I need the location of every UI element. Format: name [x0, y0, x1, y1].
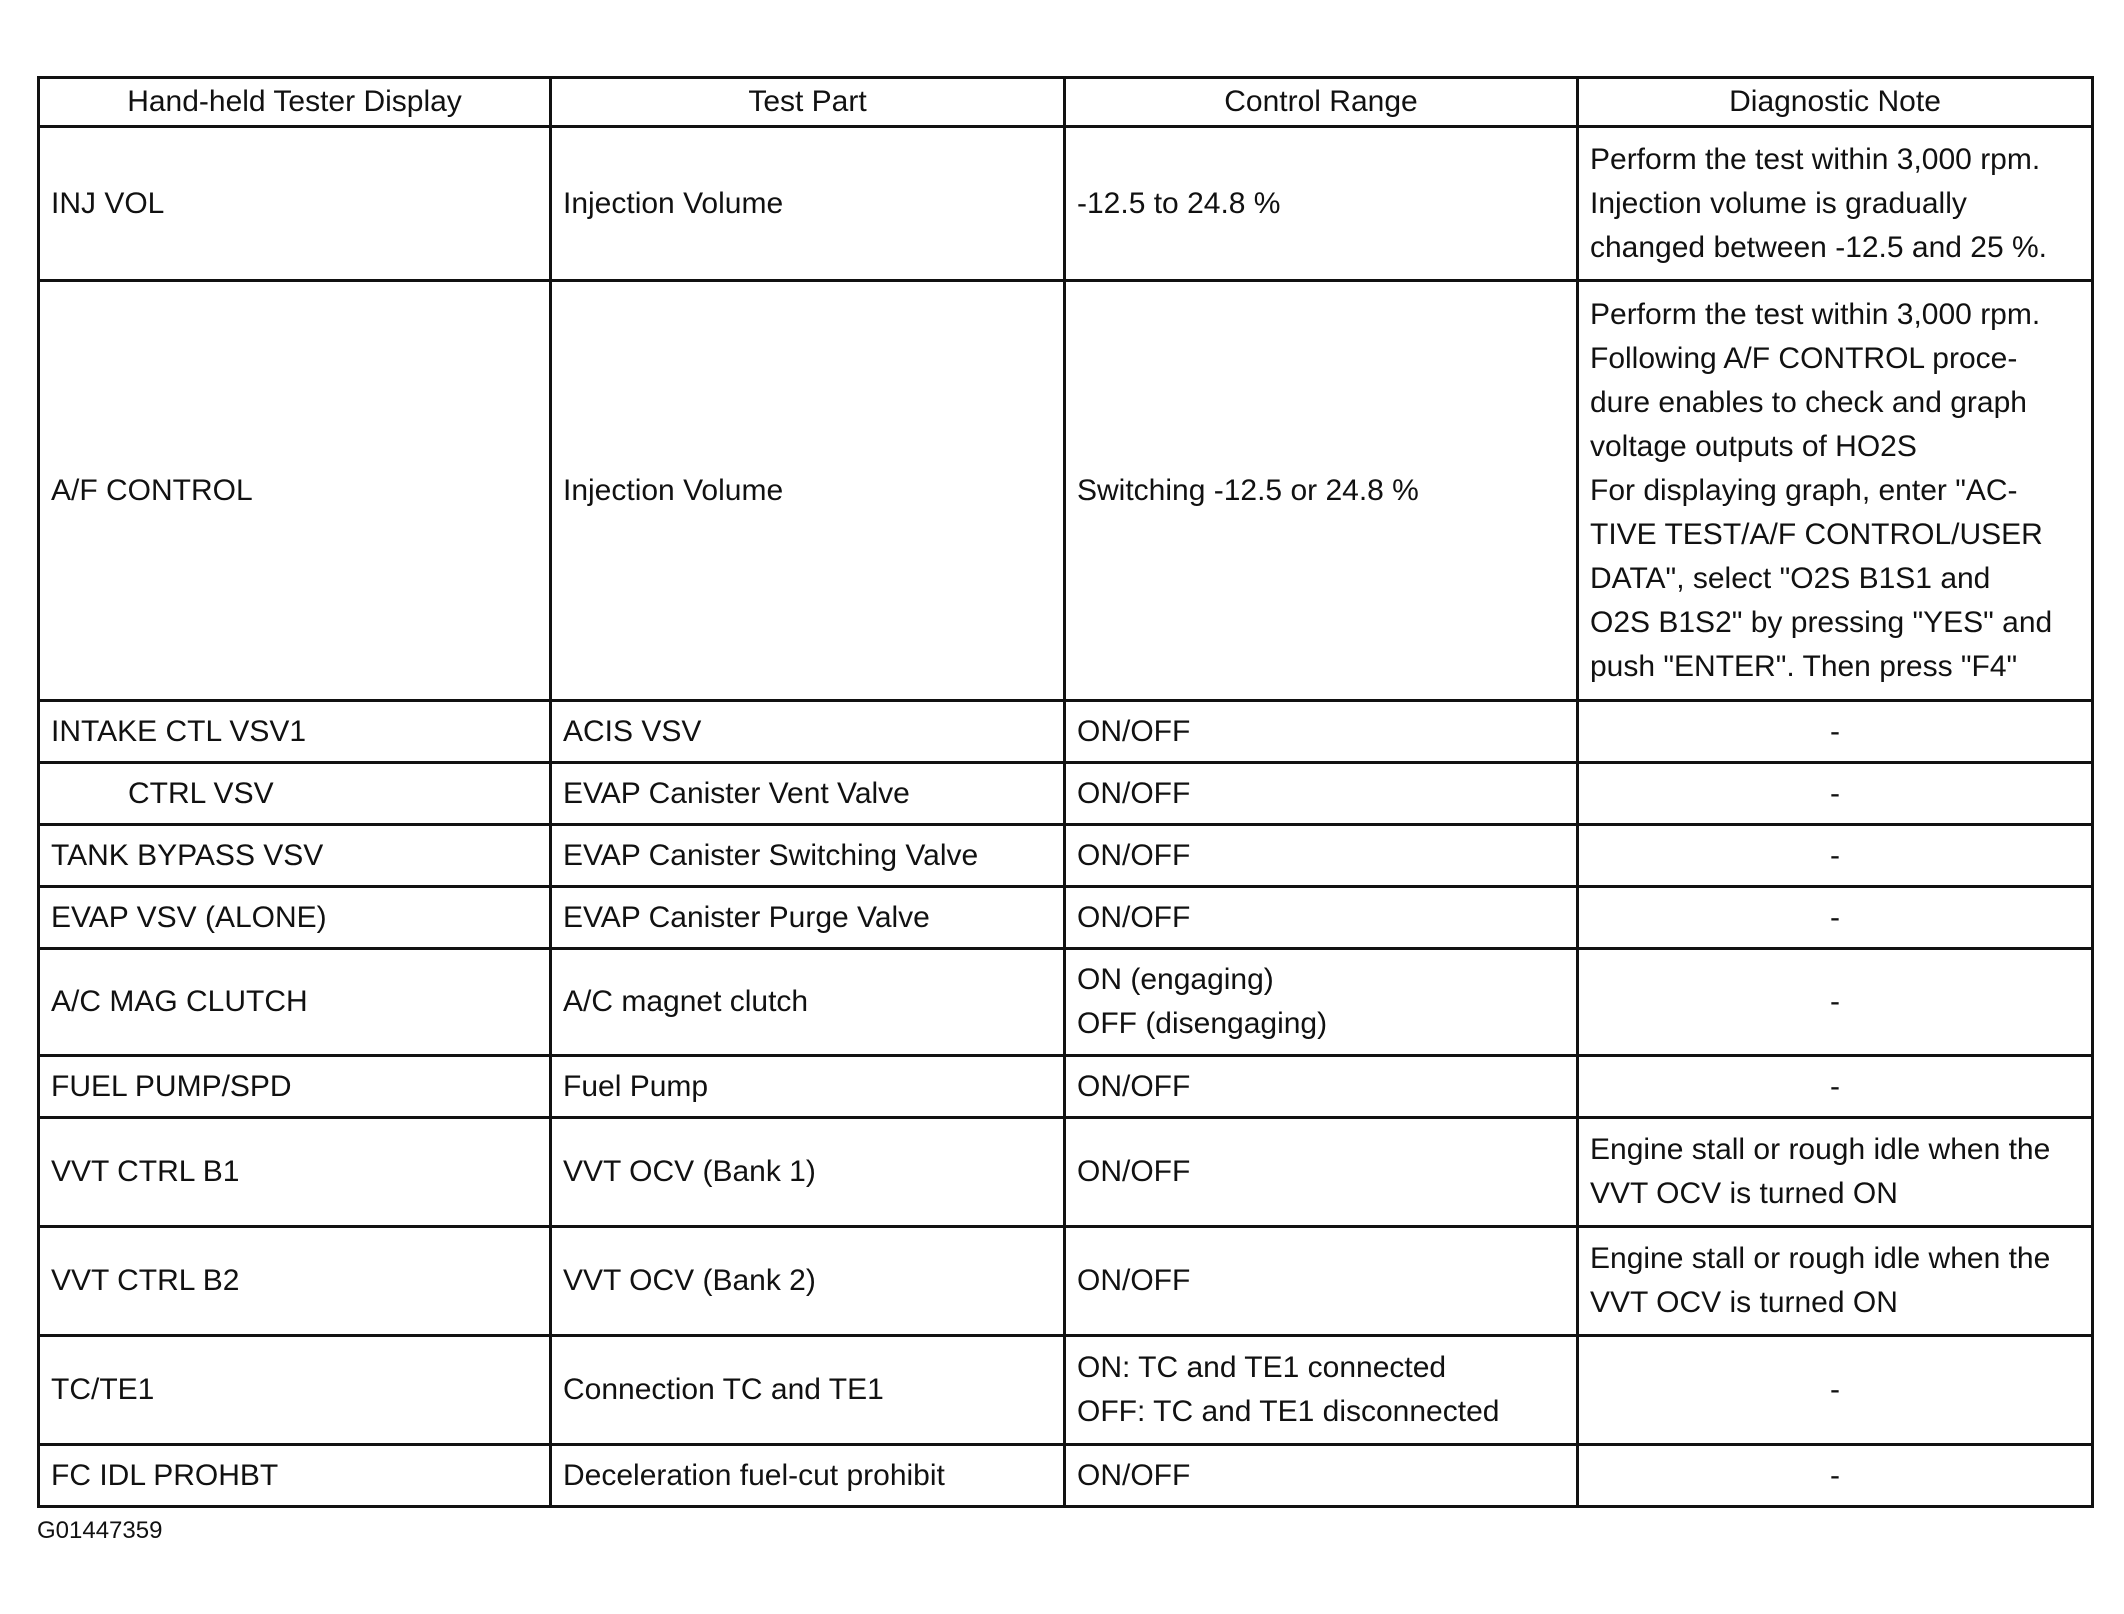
figure-id: G01447359	[37, 1517, 163, 1544]
table-row	[39, 1056, 2093, 1118]
cell-tester-display: VVT CTRL B2	[39, 1227, 551, 1336]
cell-control-range	[1065, 763, 1578, 825]
table-row	[39, 1445, 2093, 1507]
diagnostic-note-line: -	[1830, 1373, 1840, 1406]
cell-control-range	[1065, 1336, 1578, 1445]
control-range-line: ON/OFF	[1077, 1069, 1191, 1103]
diagnostic-note-line: -	[1830, 776, 1840, 810]
cell-control-range	[1065, 949, 1578, 1056]
cell-control-range	[1065, 1227, 1578, 1336]
control-range-line: -12.5 to 24.8 %	[1077, 186, 1281, 220]
cell-diagnostic-note	[1578, 1227, 2093, 1336]
cell-test-part: Fuel Pump	[551, 1056, 1065, 1118]
header-note: Diagnostic Note	[1578, 78, 2093, 127]
cell-control-range	[1065, 825, 1578, 887]
cell-tester-display: EVAP VSV (ALONE)	[39, 887, 551, 949]
cell-tester-display: FC IDL PROHBT	[39, 1445, 551, 1507]
control-range-line: ON (engaging)	[1077, 963, 1274, 996]
cell-test-part: VVT OCV (Bank 2)	[551, 1227, 1065, 1336]
diagnostic-note-line: dure enables to check and graph	[1590, 385, 2027, 419]
diagnostic-note-line: VVT OCV is turned ON	[1590, 1286, 1898, 1319]
control-range-line: ON/OFF	[1077, 714, 1191, 748]
diagnostic-note-line: DATA", select "O2S B1S1 and	[1590, 561, 1991, 595]
header-row	[39, 78, 2093, 127]
table-row	[39, 887, 2093, 949]
diagnostic-note-line: -	[1830, 1458, 1840, 1492]
cell-control-range	[1065, 281, 1578, 701]
cell-tester-display: INJ VOL	[39, 127, 551, 281]
diagnostic-note-line: push "ENTER". Then press "F4"	[1590, 649, 2018, 683]
diagnostic-note-line: -	[1830, 1069, 1840, 1103]
control-range-line: OFF: TC and TE1 disconnected	[1077, 1395, 1500, 1428]
cell-test-part: EVAP Canister Purge Valve	[551, 887, 1065, 949]
control-range-line: ON: TC and TE1 connected	[1077, 1351, 1447, 1384]
cell-test-part: EVAP Canister Vent Valve	[551, 763, 1065, 825]
diagnostic-note-line: O2S B1S2" by pressing "YES" and	[1590, 605, 2053, 639]
control-range-line: OFF (disengaging)	[1077, 1007, 1328, 1040]
diagnostic-note-line: Following A/F CONTROL proce-	[1590, 341, 2018, 375]
table-row	[39, 949, 2093, 1056]
control-range-line: ON/OFF	[1077, 1155, 1191, 1188]
diagnostic-note-line: Engine stall or rough idle when the	[1590, 1242, 2051, 1275]
cell-control-range	[1065, 887, 1578, 949]
control-range-line: ON/OFF	[1077, 1264, 1191, 1297]
diagnostic-note-line: VVT OCV is turned ON	[1590, 1177, 1898, 1210]
cell-tester-display: INTAKE CTL VSV1	[39, 701, 551, 763]
header-part: Test Part	[551, 78, 1065, 127]
cell-tester-display: A/F CONTROL	[39, 281, 551, 701]
cell-tester-display: CTRL VSV	[39, 763, 551, 825]
cell-diagnostic-note	[1578, 887, 2093, 949]
diagnostic-note-line: Injection volume is gradually	[1590, 186, 1967, 220]
table-row	[39, 763, 2093, 825]
cell-diagnostic-note	[1578, 1336, 2093, 1445]
cell-test-part: Deceleration fuel-cut prohibit	[551, 1445, 1065, 1507]
diagnostic-note-line: Perform the test within 3,000 rpm.	[1590, 142, 2041, 176]
cell-diagnostic-note	[1578, 763, 2093, 825]
diagnostic-note-line: TIVE TEST/A/F CONTROL/USER	[1590, 517, 2043, 551]
cell-tester-display: A/C MAG CLUTCH	[39, 949, 551, 1056]
cell-tester-display: TANK BYPASS VSV	[39, 825, 551, 887]
table-row	[39, 1336, 2093, 1445]
diagnostic-note-line: -	[1830, 714, 1840, 748]
diagnostic-note-line: changed between -12.5 and 25 %.	[1590, 230, 2048, 264]
table-row	[39, 825, 2093, 887]
cell-diagnostic-note	[1578, 1118, 2093, 1227]
diagnostic-note-line: -	[1830, 900, 1840, 934]
control-range-line: ON/OFF	[1077, 838, 1191, 872]
header-range: Control Range	[1065, 78, 1578, 127]
cell-test-part: A/C magnet clutch	[551, 949, 1065, 1056]
header-display: Hand-held Tester Display	[39, 78, 551, 127]
control-range-line: ON/OFF	[1077, 776, 1191, 810]
cell-control-range	[1065, 1118, 1578, 1227]
cell-diagnostic-note	[1578, 825, 2093, 887]
cell-diagnostic-note	[1578, 281, 2093, 701]
diagnostic-note-line: voltage outputs of HO2S	[1590, 429, 1917, 463]
cell-test-part: VVT OCV (Bank 1)	[551, 1118, 1065, 1227]
table-body	[39, 127, 2093, 1507]
diagnostic-note-line: -	[1830, 838, 1840, 872]
cell-test-part: Connection TC and TE1	[551, 1336, 1065, 1445]
cell-tester-display: TC/TE1	[39, 1336, 551, 1445]
control-range-line: Switching -12.5 or 24.8 %	[1077, 473, 1419, 507]
cell-test-part: EVAP Canister Switching Valve	[551, 825, 1065, 887]
cell-diagnostic-note	[1578, 701, 2093, 763]
table-row	[39, 1118, 2093, 1227]
cell-test-part: Injection Volume	[551, 281, 1065, 701]
cell-test-part: ACIS VSV	[551, 701, 1065, 763]
table-row	[39, 127, 2093, 281]
control-range-line: ON/OFF	[1077, 900, 1191, 934]
diagnostic-note-line: For displaying graph, enter "AC-	[1590, 473, 2018, 507]
diagnostic-note-line: Perform the test within 3,000 rpm.	[1590, 297, 2041, 331]
cell-control-range	[1065, 1056, 1578, 1118]
diagnostic-note-line: -	[1830, 985, 1840, 1018]
cell-control-range	[1065, 127, 1578, 281]
active-test-table	[37, 76, 2094, 1508]
cell-diagnostic-note	[1578, 127, 2093, 281]
cell-diagnostic-note	[1578, 1445, 2093, 1507]
table-row	[39, 701, 2093, 763]
cell-tester-display: FUEL PUMP/SPD	[39, 1056, 551, 1118]
table-row	[39, 281, 2093, 701]
cell-tester-display: VVT CTRL B1	[39, 1118, 551, 1227]
table-row	[39, 1227, 2093, 1336]
cell-test-part: Injection Volume	[551, 127, 1065, 281]
diagnostic-note-line: Engine stall or rough idle when the	[1590, 1133, 2051, 1166]
control-range-line: ON/OFF	[1077, 1458, 1191, 1492]
cell-control-range	[1065, 1445, 1578, 1507]
cell-control-range	[1065, 701, 1578, 763]
cell-diagnostic-note	[1578, 1056, 2093, 1118]
cell-diagnostic-note	[1578, 949, 2093, 1056]
